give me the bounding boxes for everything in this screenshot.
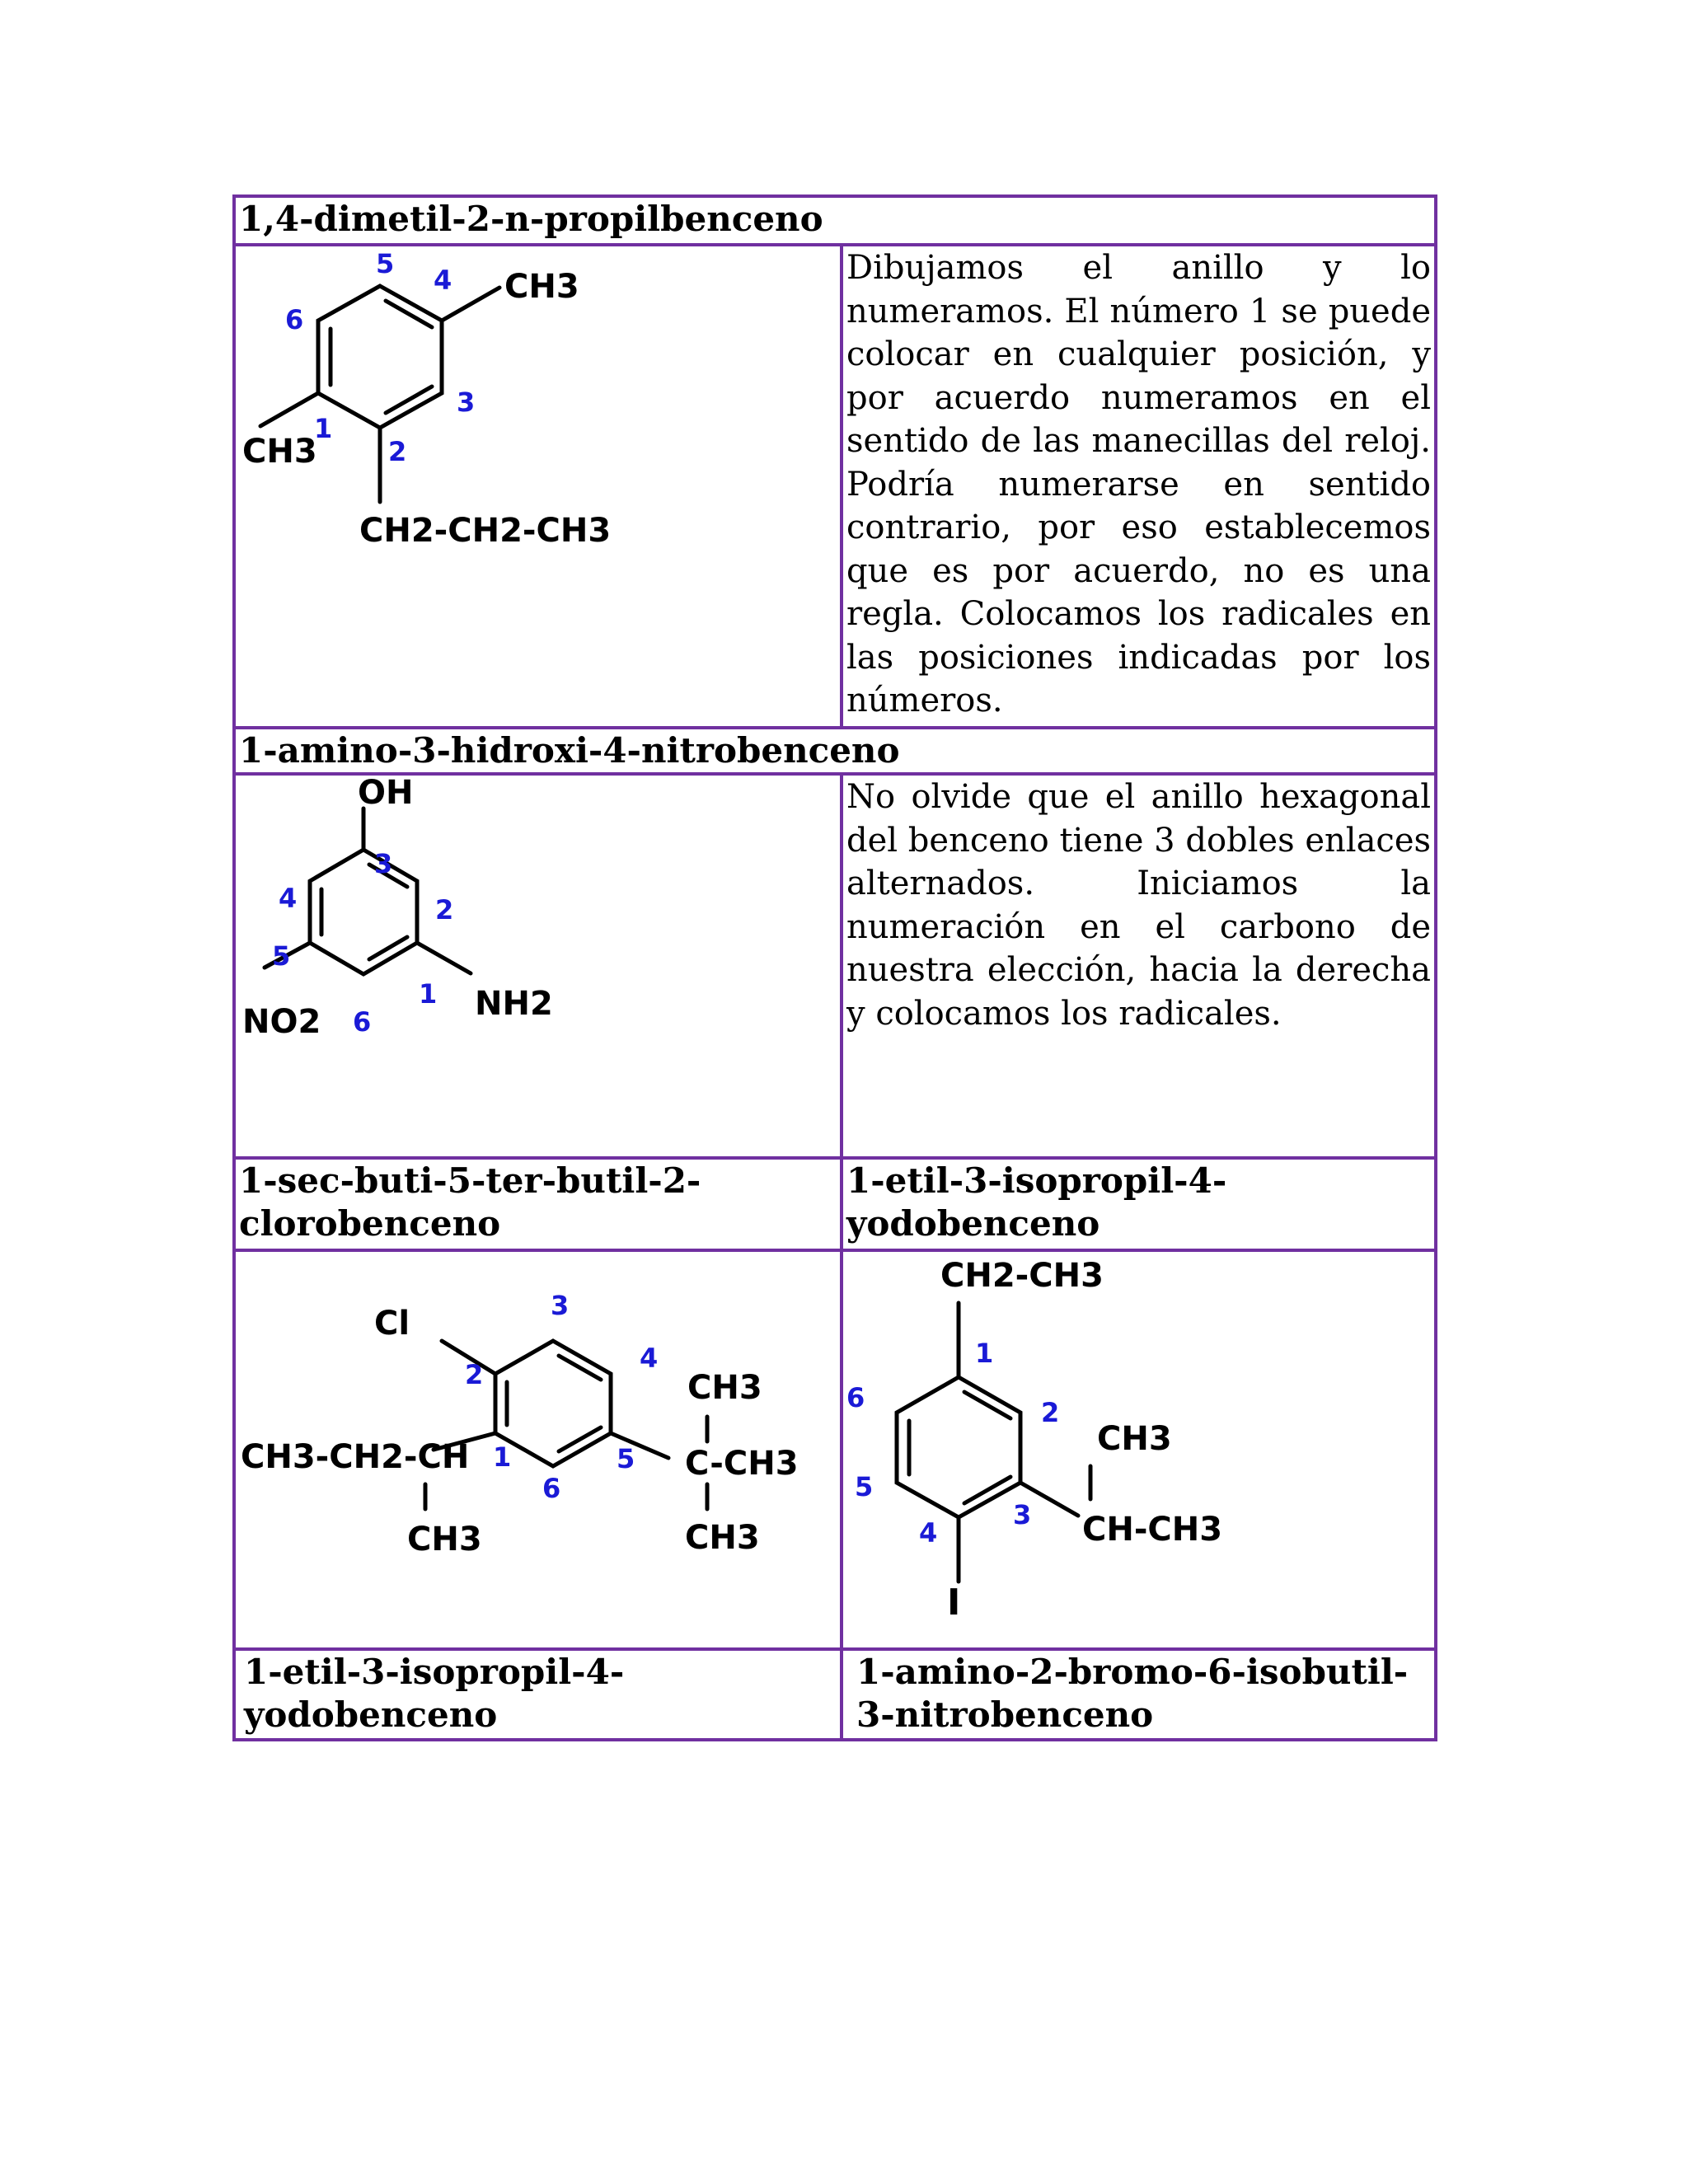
position-number: 3 (1013, 1499, 1032, 1530)
row2-title: 1-amino-3-hidroxi-4-nitrobenceno (234, 728, 1436, 774)
row2-structure-diagram (236, 776, 837, 1153)
label-ch3: CH3 (1097, 1420, 1172, 1458)
row1-title: 1,4-dimetil-2-n-propilbenceno (234, 196, 1436, 245)
label-cl: Cl (374, 1305, 410, 1343)
position-number: 3 (551, 1290, 570, 1321)
position-number: 6 (353, 1006, 372, 1038)
benzene-ring (897, 1377, 1020, 1517)
position-number: 4 (640, 1343, 659, 1374)
row4-title-right: 1-amino-2-bromo-6-isobutil-3-nitrobenceno (842, 1649, 1436, 1740)
position-number: 6 (542, 1473, 561, 1504)
label-ch3-tbu-bottom: CH3 (685, 1519, 760, 1557)
row2-structure-cell (234, 774, 842, 1158)
double-bond (369, 937, 407, 959)
label-nh2: NH2 (475, 985, 553, 1023)
row3-left-structure-cell (234, 1250, 842, 1649)
position-number: 6 (846, 1382, 865, 1413)
row2-content-row (234, 774, 1436, 1158)
row1-structure-cell (234, 245, 842, 728)
double-bond (559, 1356, 601, 1380)
row1-title-row (234, 196, 1436, 245)
label-propyl-chain: CH2-CH2-CH3 (359, 512, 612, 550)
bond-ch3-left (260, 393, 318, 426)
label-no2: NO2 (242, 1003, 321, 1041)
label-iodo: I (947, 1582, 961, 1624)
position-number: 4 (279, 883, 298, 914)
label-oh: OH (358, 776, 414, 812)
row3-left-structure-diagram (236, 1252, 837, 1644)
row4-title-row (234, 1649, 1436, 1740)
row3-title-left: 1-sec-buti-5-ter-butil-2-clorobenceno (234, 1158, 842, 1250)
row1-explanation: Dibujamos el anillo y lo numeramos. El número 1 se puede colocar en cualquier posición, y por acuerdo numeramos en el sentido de las manecillas del reloj. Podría numerarse en sentido contrario, por eso establecemos que es por acuerdo, no es una regla. Colocamos los radicales en las posiciones indicadas por los números. (842, 245, 1436, 728)
position-number: 3 (457, 387, 476, 418)
label-c-ch3: C-CH3 (685, 1445, 799, 1483)
benzene-ring (310, 850, 417, 974)
position-number: 1 (975, 1338, 994, 1369)
row3-content-row (234, 1250, 1436, 1649)
row1-content-row (234, 245, 1436, 728)
label-ch3-left: CH3 (242, 433, 317, 471)
row3-title-row (234, 1158, 1436, 1250)
position-number: 5 (272, 940, 291, 972)
bond-nh2 (417, 943, 471, 973)
position-number: 1 (493, 1441, 512, 1473)
position-number: 3 (374, 848, 393, 879)
row3-right-structure-diagram (843, 1252, 1431, 1644)
row3-right-structure-cell (842, 1250, 1436, 1649)
benzene-ring (318, 286, 442, 428)
position-number: 5 (617, 1443, 635, 1474)
double-bond (386, 387, 432, 413)
row2-title-row (234, 728, 1436, 774)
row3-title-right: 1-etil-3-isopropil-4-yodobenceno (842, 1158, 1436, 1250)
label-ch3-tbu-top: CH3 (687, 1369, 762, 1407)
position-number: 4 (919, 1517, 938, 1549)
row1-structure-diagram (236, 246, 837, 723)
label-ch-ch3: CH-CH3 (1082, 1511, 1223, 1549)
label-sec-butyl-chain: CH3-CH2-CH (241, 1438, 470, 1476)
position-number: 1 (314, 413, 333, 444)
row4-title-left: 1-etil-3-isopropil-4-yodobenceno (234, 1649, 842, 1740)
position-number: 6 (285, 304, 304, 335)
label-ethyl: CH2-CH3 (940, 1257, 1104, 1295)
position-number: 5 (855, 1471, 874, 1502)
position-number: 2 (465, 1359, 484, 1390)
label-ch3-top: CH3 (504, 268, 579, 306)
position-number: 2 (1041, 1397, 1060, 1428)
benzene-ring (495, 1341, 611, 1466)
row2-explanation: No olvide que el anillo hexagonal del benceno tiene 3 dobles enlaces alternados. Iniciamos la numeración en el carbono de nuestra elección, hacia la derecha y colocamos los radicales. (842, 774, 1436, 1158)
position-number: 2 (388, 436, 407, 467)
double-bond (559, 1427, 601, 1451)
position-number: 2 (435, 894, 454, 926)
position-number: 1 (419, 978, 438, 1010)
double-bond (386, 301, 432, 327)
position-number: 5 (376, 248, 395, 279)
exercise-table (232, 194, 1437, 1741)
label-ch3-sec: CH3 (407, 1521, 482, 1558)
position-number: 4 (434, 265, 452, 296)
